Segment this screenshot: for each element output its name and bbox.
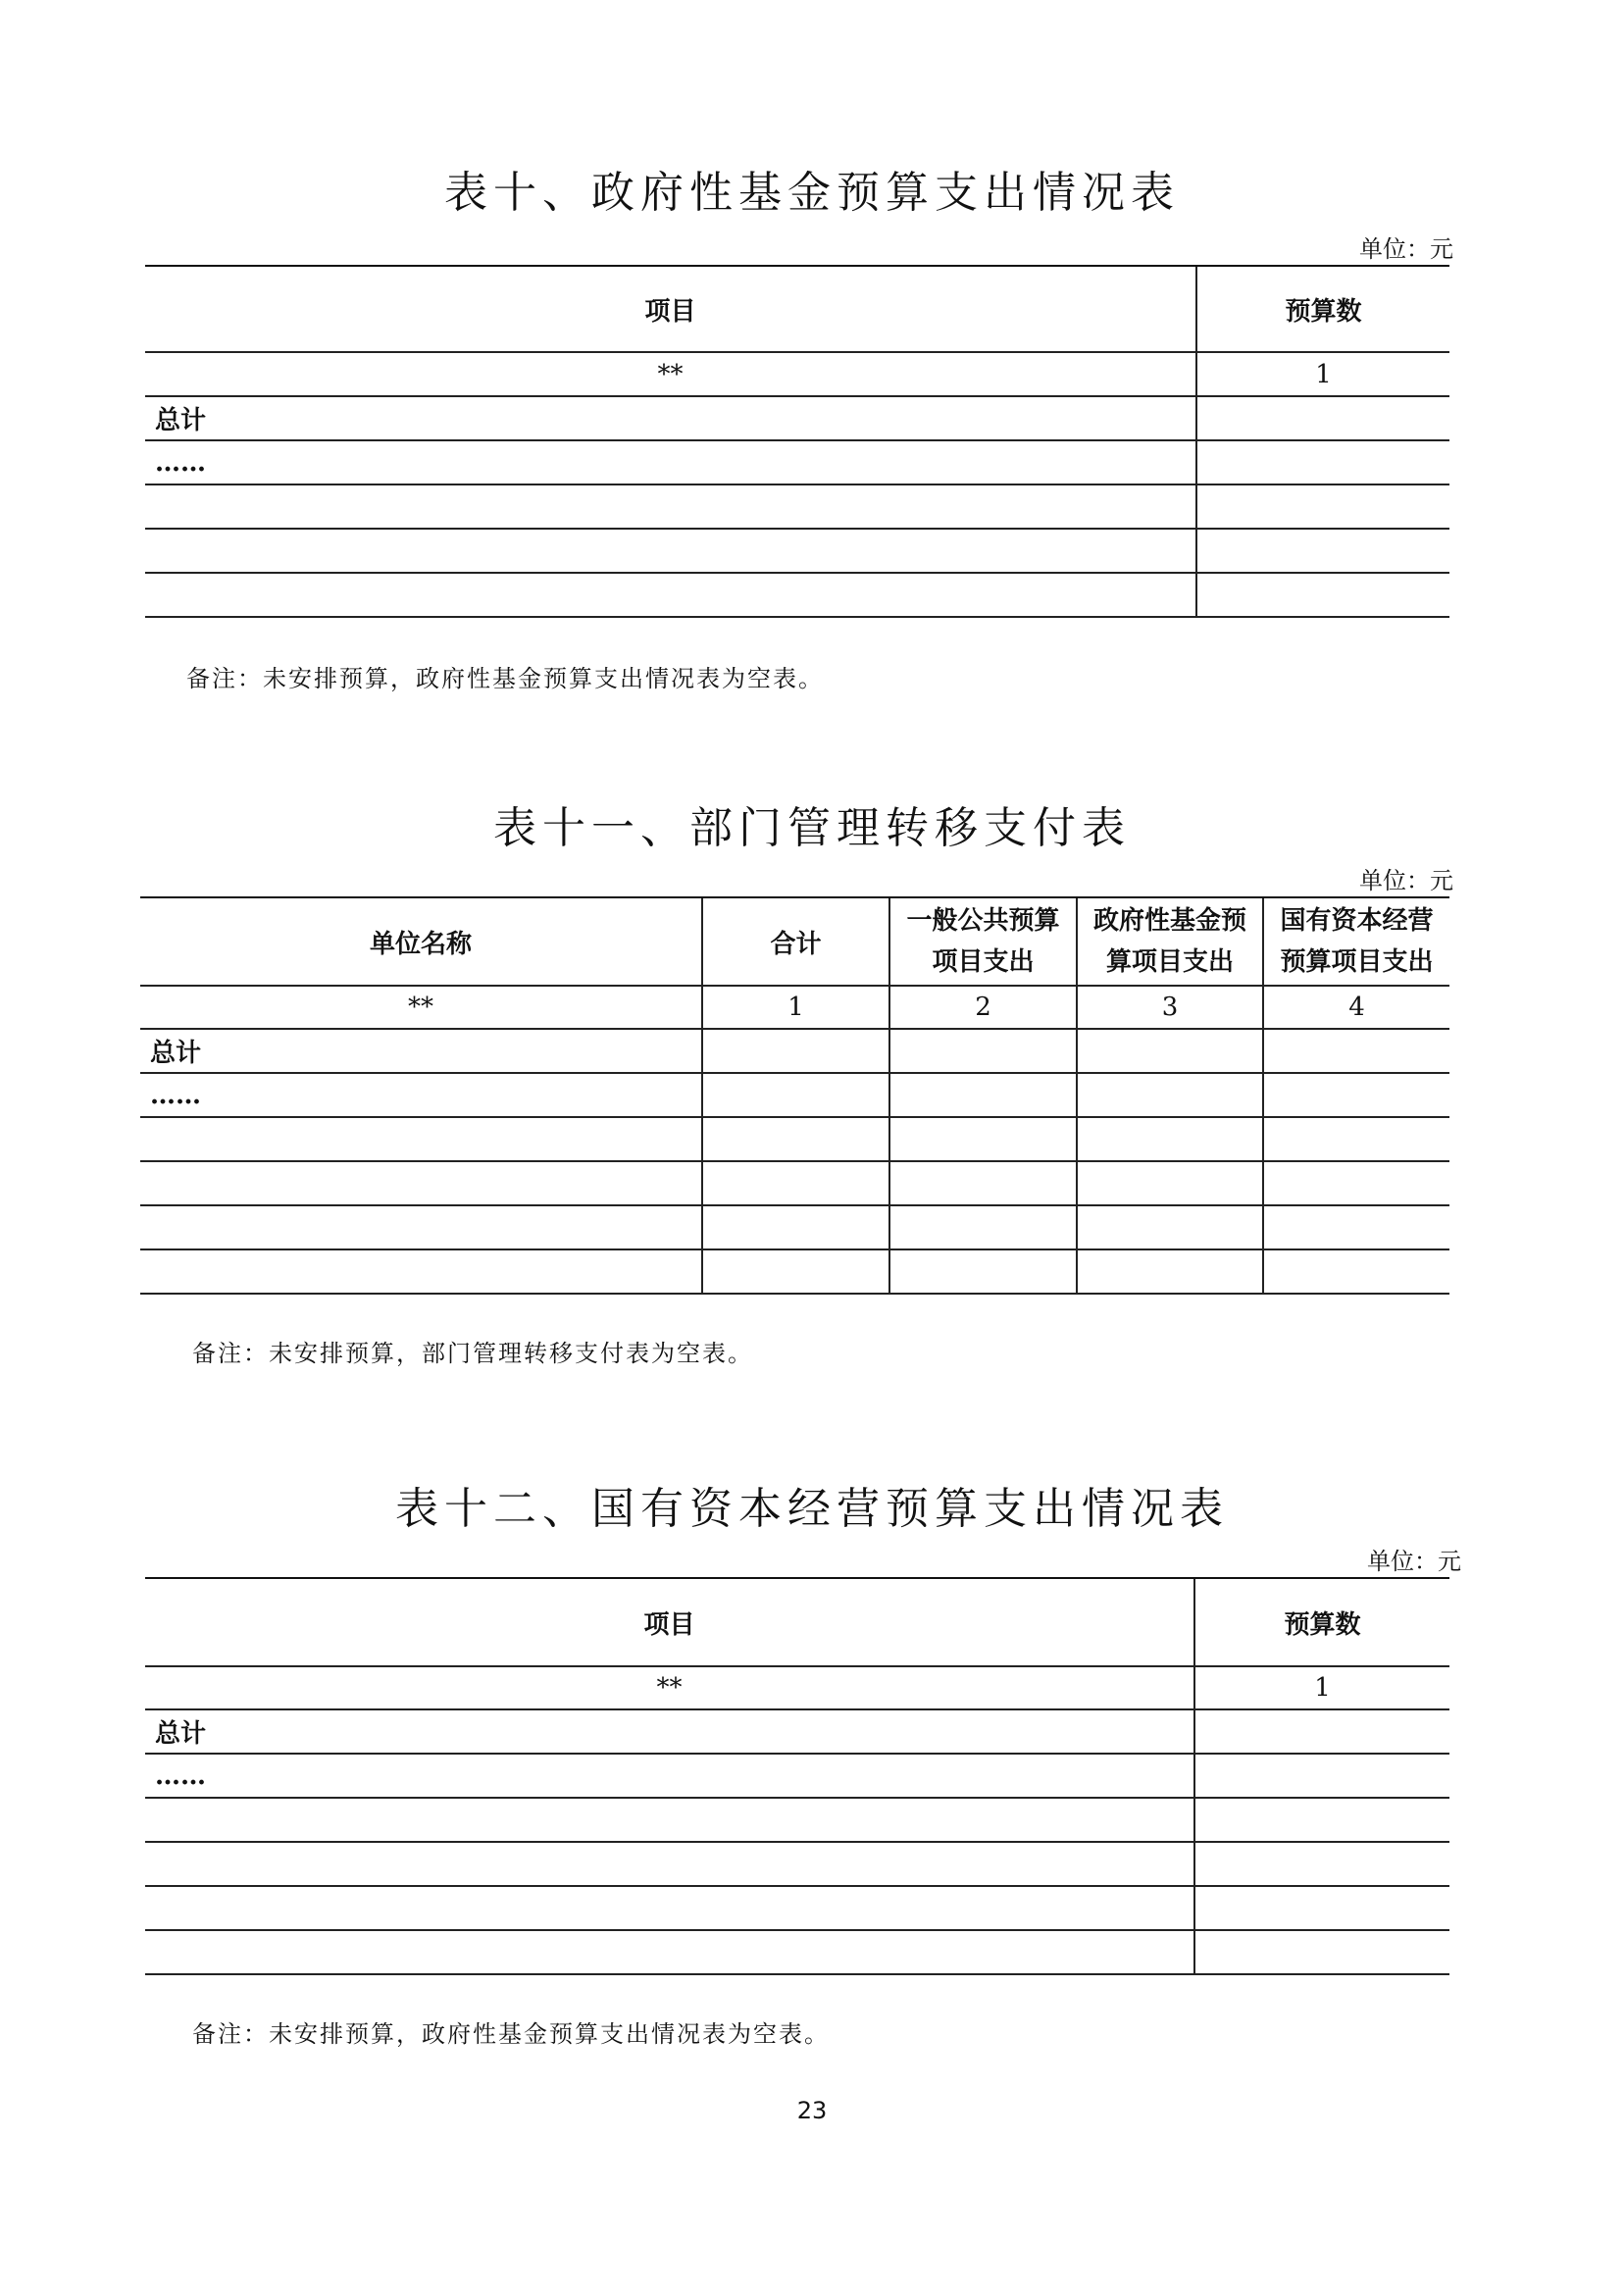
table-cell: 1	[1196, 352, 1449, 396]
table-cell	[1077, 1249, 1263, 1294]
table-row	[140, 1117, 1449, 1161]
table10	[145, 265, 1449, 618]
table-cell	[1263, 1205, 1449, 1249]
table-cell	[1263, 1117, 1449, 1161]
page-number: 23	[796, 2097, 828, 2124]
table-cell: 总计	[145, 396, 1196, 440]
table10-header-item: 项目	[145, 266, 1196, 352]
table10-header-budget: 预算数	[1196, 266, 1449, 352]
table-cell	[702, 1249, 889, 1294]
table11-header-fund: 政府性基金预算项目支出	[1077, 897, 1263, 986]
table11-header-unit-name: 单位名称	[140, 897, 702, 986]
table-cell	[1077, 1073, 1263, 1117]
table-cell: ……	[145, 1754, 1194, 1798]
table-row	[145, 1798, 1449, 1842]
table-cell	[889, 1073, 1077, 1117]
table11-header-row	[140, 897, 1449, 986]
table11-header-total: 合计	[702, 897, 889, 986]
table-cell	[889, 1205, 1077, 1249]
table-cell	[1194, 1798, 1449, 1842]
table-cell	[889, 1029, 1077, 1073]
table-cell	[145, 1930, 1194, 1974]
table12	[145, 1577, 1449, 1975]
table-cell	[1194, 1842, 1449, 1886]
table12-index-row	[145, 1666, 1449, 1709]
table-cell	[1263, 1029, 1449, 1073]
table-row	[145, 573, 1449, 617]
table-cell: 1	[1194, 1666, 1449, 1709]
table-cell	[702, 1117, 889, 1161]
table12-header-row	[145, 1578, 1449, 1666]
table-cell: ……	[145, 440, 1196, 484]
table10-note: 备注：未安排预算，政府性基金预算支出情况表为空表。	[186, 665, 824, 692]
table11-header-general: 一般公共预算项目支出	[889, 897, 1077, 986]
table12-header-item: 项目	[145, 1578, 1194, 1666]
table-cell	[889, 1249, 1077, 1294]
table-cell	[1077, 1117, 1263, 1161]
table12-unit: 单位：元	[1367, 1548, 1461, 1575]
table-cell	[702, 1161, 889, 1205]
table-cell	[1194, 1930, 1449, 1974]
table-cell	[1196, 484, 1449, 529]
table-cell	[145, 529, 1196, 573]
table-cell	[145, 573, 1196, 617]
table-cell: 总计	[140, 1029, 702, 1073]
table-cell: 1	[702, 986, 889, 1029]
table-cell	[1194, 1754, 1449, 1798]
table11-note: 备注：未安排预算，部门管理转移支付表为空表。	[192, 1340, 753, 1367]
table-cell: ……	[140, 1073, 702, 1117]
table-row	[140, 1205, 1449, 1249]
table-cell: 2	[889, 986, 1077, 1029]
table-cell: 4	[1263, 986, 1449, 1029]
table-row	[145, 484, 1449, 529]
table-cell	[140, 1249, 702, 1294]
table-cell	[145, 1798, 1194, 1842]
table-cell	[1196, 529, 1449, 573]
table-row	[145, 1842, 1449, 1886]
table-row	[140, 1249, 1449, 1294]
table11-unit: 单位：元	[1359, 867, 1453, 894]
table-cell	[145, 1842, 1194, 1886]
table11-header-state-capital: 国有资本经营预算项目支出	[1263, 897, 1449, 986]
table-row	[140, 1161, 1449, 1205]
table11	[140, 896, 1449, 1295]
table-cell: **	[145, 1666, 1194, 1709]
table-cell	[140, 1205, 702, 1249]
table-row	[140, 1029, 1449, 1073]
table-cell	[140, 1161, 702, 1205]
table-cell	[702, 1205, 889, 1249]
table-row	[145, 1886, 1449, 1930]
table-row	[145, 1709, 1449, 1754]
table-cell: **	[145, 352, 1196, 396]
table-cell	[1263, 1161, 1449, 1205]
table11-index-row	[140, 986, 1449, 1029]
table-cell	[1263, 1249, 1449, 1294]
table-cell	[702, 1029, 889, 1073]
table-row	[140, 1073, 1449, 1117]
table-cell	[1196, 440, 1449, 484]
table-cell	[1196, 396, 1449, 440]
table-cell	[1196, 573, 1449, 617]
table-cell	[145, 484, 1196, 529]
table12-header-budget: 预算数	[1194, 1578, 1449, 1666]
table-cell	[140, 1117, 702, 1161]
table-cell	[1263, 1073, 1449, 1117]
table-cell	[889, 1117, 1077, 1161]
table-row	[145, 1754, 1449, 1798]
table10-header-row	[145, 266, 1449, 352]
table-cell	[145, 1886, 1194, 1930]
table-cell	[889, 1161, 1077, 1205]
table11-title: 表十一、部门管理转移支付表	[493, 803, 1131, 853]
table-cell: 总计	[145, 1709, 1194, 1754]
table-row	[145, 529, 1449, 573]
table-cell: **	[140, 986, 702, 1029]
table10-unit: 单位：元	[1359, 235, 1453, 263]
table12-title: 表十二、国有资本经营预算支出情况表	[395, 1484, 1229, 1534]
table-cell: 3	[1077, 986, 1263, 1029]
table10-index-row	[145, 352, 1449, 396]
table12-note: 备注：未安排预算，政府性基金预算支出情况表为空表。	[192, 2020, 830, 2048]
table-row	[145, 440, 1449, 484]
table-cell	[1077, 1205, 1263, 1249]
table-row	[145, 1930, 1449, 1974]
table-cell	[1077, 1029, 1263, 1073]
table-row	[145, 396, 1449, 440]
table-cell	[1194, 1709, 1449, 1754]
table-cell	[702, 1073, 889, 1117]
table-cell	[1194, 1886, 1449, 1930]
table10-title: 表十、政府性基金预算支出情况表	[444, 168, 1180, 218]
table-cell	[1077, 1161, 1263, 1205]
